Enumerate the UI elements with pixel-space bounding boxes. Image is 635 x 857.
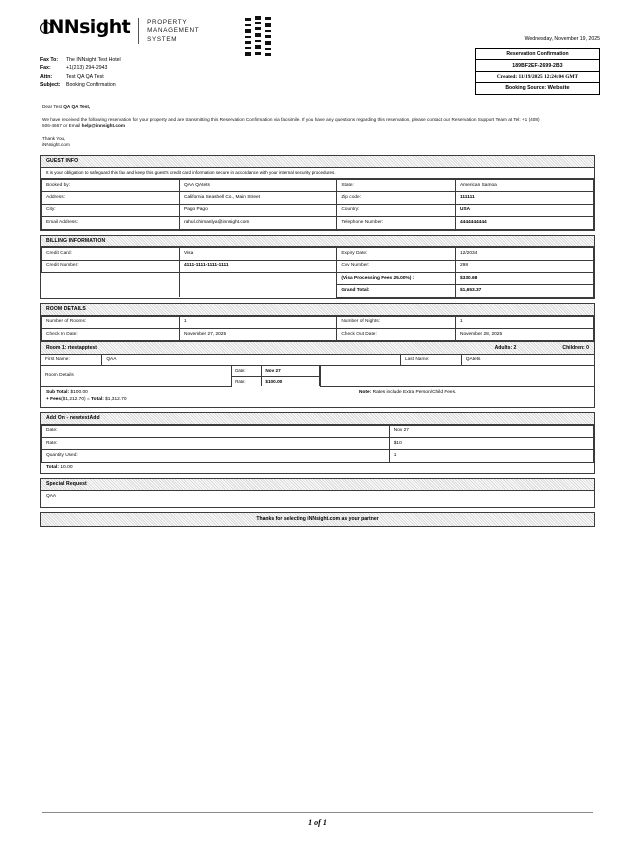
add-on-quantity-label: Quantity Used:: [42, 450, 390, 462]
spacer-cell: [42, 273, 180, 285]
support-email: help@innsight.com: [81, 123, 125, 129]
add-on-quantity-value: 1: [389, 450, 593, 462]
billing-table: [41, 247, 594, 298]
zip-label: Zip code:: [337, 192, 456, 204]
rate-date-value: Nov 27: [262, 366, 319, 376]
booked-by-value: QAA QAtets: [180, 179, 337, 191]
barcode-column: [245, 16, 251, 60]
fees-total-line: [46, 396, 126, 403]
room-totals-left: [46, 389, 126, 403]
room-details-section: [40, 303, 595, 408]
number-of-nights-label: Number of Nights:: [337, 316, 456, 328]
fees-equals: =: [85, 397, 92, 403]
table-row: [42, 438, 594, 450]
thanks-banner: Thanks for selecting iNNsight.com as your partner: [40, 512, 595, 527]
city-label: City:: [42, 204, 180, 216]
letter-paragraph-text: We have received the following reservation for your property and are transmitting this Reservation Confirmation via facsimile. If you have any questions regarding this reservation, please contact our Reservation Support Team at Tel: +1 (408) 506-4667 or Email: [42, 116, 540, 129]
sub-total-line: [46, 389, 126, 396]
table-row: [42, 329, 594, 341]
letter-paragraph: [42, 117, 542, 130]
room-summary-table: [41, 316, 594, 342]
add-on-date-label: Date:: [42, 425, 390, 437]
logo-oval-icon: [40, 22, 52, 34]
spacer-cell: [180, 273, 337, 285]
billing-information-title: BILLING INFORMATION: [41, 236, 594, 248]
add-on-rate-label: Rate:: [42, 438, 390, 450]
letter-signoff: [42, 136, 542, 148]
table-row: [42, 285, 594, 297]
logo-text: INNsight: [42, 16, 131, 38]
room-details-label: Room Details: [41, 366, 232, 387]
processing-fees-value: $330.68: [455, 273, 593, 285]
add-on-rate-value: $10: [389, 438, 593, 450]
fax-barcode-stamp: [245, 16, 285, 62]
last-name-value: QAtets: [461, 355, 594, 366]
greeting-name: QA QA Test,: [63, 104, 91, 109]
number-of-nights-value: 1: [455, 316, 593, 328]
letter-greeting: [42, 104, 542, 111]
fax-subject-label: Subject:: [40, 82, 61, 89]
state-label: State:: [337, 179, 456, 191]
room-total-value: $1,312.70: [105, 397, 127, 403]
first-name-label: First Name:: [41, 355, 102, 366]
rate-amount-label: Rate:: [232, 376, 262, 386]
table-row: [42, 316, 594, 328]
fees-amount: ($1,212.70): [61, 397, 86, 403]
fax-number-label: Fax:: [40, 65, 51, 72]
first-name-value: QAA: [102, 355, 401, 366]
processing-fees-label: (Visa Processing Fees 25.00%) :: [337, 273, 456, 285]
spacer-cell: [180, 285, 337, 297]
state-value: American Samoa: [455, 179, 593, 191]
room-rate-note: [289, 389, 589, 403]
check-in-label: Check In Date:: [42, 329, 180, 341]
logo-tagline: [138, 18, 199, 44]
tagline-line-1: PROPERTY: [147, 19, 188, 26]
tagline-line-3: SYSTEM: [147, 35, 178, 43]
country-value: USA: [455, 204, 593, 216]
fax-subject-row: [40, 81, 121, 89]
check-in-value: November 27, 2025: [180, 329, 337, 341]
booked-by-label: Booked by:: [42, 179, 180, 191]
fees-prefix: + Fees: [46, 397, 62, 403]
innsight-logo: [40, 18, 199, 44]
fax-attn-value: Test QA QA Test: [66, 73, 104, 80]
room-banner-name: Room 1: rtestapptest: [46, 345, 97, 352]
reservation-confirmation-box: [475, 48, 600, 95]
add-on-total-row: [41, 463, 594, 473]
room-rate-table: [41, 366, 594, 387]
table-row: [42, 204, 594, 216]
special-request-value: QAA: [46, 493, 57, 499]
signoff-line-2: iNNsight.com: [42, 141, 70, 147]
telephone-value: 4444444444: [455, 217, 593, 229]
guest-info-table: [41, 179, 594, 230]
note-label: Note:: [359, 390, 372, 396]
table-row: [42, 450, 594, 462]
booking-source-row: [476, 83, 599, 93]
room-totals-row: [41, 387, 594, 407]
special-request-section: [40, 478, 595, 508]
fax-to-row: [40, 56, 121, 64]
add-on-total-value: 10.00: [60, 465, 73, 471]
greeting-plain: Dear Test: [42, 104, 64, 109]
table-row: [232, 376, 319, 386]
add-on-date-value: Nov 27: [389, 425, 593, 437]
fax-subject-value: Booking Confirmation: [66, 82, 116, 89]
sub-total-label: Sub Total:: [46, 390, 70, 396]
reservation-id: 189BF2EF-2699-2B3: [476, 60, 599, 71]
rate-amount-value: $100.00: [262, 376, 319, 386]
rate-date-label: Date:: [232, 366, 262, 376]
credit-number-value: 4111-1111-1111-1111: [180, 260, 337, 272]
spacer-cell: [42, 285, 180, 297]
room-details-title: ROOM DETAILS: [41, 304, 594, 316]
cvv-label: Cvv Number:: [337, 260, 456, 272]
signoff-line-1: Thank You,: [42, 135, 66, 141]
table-row: [42, 179, 594, 191]
fax-attn-row: [40, 73, 121, 81]
sub-total-value: $100.00: [70, 390, 88, 396]
grand-total-label: Grand Total:: [337, 285, 456, 297]
city-value: Pago Pago: [180, 204, 337, 216]
add-on-title: Add On - newtestAdd: [41, 413, 594, 425]
booking-source-value: Website: [547, 85, 570, 92]
credit-card-value: Visa: [180, 248, 337, 260]
billing-information-section: [40, 235, 595, 299]
barcode-column: [255, 16, 261, 60]
room-guest-table: [41, 355, 594, 366]
add-on-table: [41, 425, 594, 463]
expiry-date-value: 12/2034: [455, 248, 593, 260]
check-out-value: November 28, 2025: [455, 329, 593, 341]
special-request-title: Special Request: [41, 479, 594, 491]
page-number: 1 of 1: [308, 818, 327, 827]
email-value: rahul.chimanlya@innsight.com: [180, 217, 337, 229]
cvv-value: 298: [455, 260, 593, 272]
credit-card-label: Credit Card:: [42, 248, 180, 260]
number-of-rooms-label: Number of Rooms:: [42, 316, 180, 328]
logo-wordmark: [40, 18, 130, 37]
document-header: [40, 18, 600, 108]
address-label: Address:: [42, 192, 180, 204]
address-value: California Seashell Co., Main Street: [180, 192, 337, 204]
table-row: [232, 366, 319, 376]
check-out-label: Check Out Date:: [337, 329, 456, 341]
room-rate-inner-cell: [232, 366, 320, 387]
table-row: [42, 425, 594, 437]
fax-number-row: [40, 64, 121, 72]
room-banner: [41, 341, 594, 354]
guest-info-note: It is your obligation to safeguard this fax and keep this guest's credit card information secure in accordance with your internal security procedures.: [41, 168, 594, 179]
booking-source-label: Booking Source:: [505, 85, 547, 92]
fax-to-label: Fax To:: [40, 57, 59, 63]
fax-attn-label: Attn:: [40, 73, 53, 80]
country-label: Country:: [337, 204, 456, 216]
table-row: [42, 260, 594, 272]
reservation-confirmation-title: Reservation Confirmation: [476, 49, 599, 60]
table-row: [42, 248, 594, 260]
table-row: [42, 217, 594, 229]
table-row: [42, 192, 594, 204]
grand-total-value: $1,653.37: [455, 285, 593, 297]
fax-meta-block: [40, 56, 121, 90]
credit-number-label: Credit Number:: [42, 260, 180, 272]
number-of-rooms-value: 1: [180, 316, 337, 328]
table-row: [42, 273, 594, 285]
guest-info-section: [40, 155, 595, 231]
fax-to-value: The INNsight Test Hotel: [66, 57, 121, 63]
telephone-label: Telephone Number:: [337, 217, 456, 229]
email-label: Email Address:: [42, 217, 180, 229]
barcode-column: [265, 16, 271, 60]
expiry-date-label: Expiry Date:: [337, 248, 456, 260]
confirmation-sections: [40, 155, 595, 527]
room-rate-empty-cell: [320, 366, 594, 387]
page-footer: [42, 812, 593, 827]
document-date: Wednesday, November 19, 2025: [524, 36, 600, 42]
room-adults: Adults: 2: [494, 345, 517, 352]
room-rate-inner-table: [232, 366, 319, 387]
room-children: Children: 0: [562, 345, 589, 352]
letter-body: [42, 104, 542, 148]
table-row: [41, 366, 594, 387]
reservation-created-timestamp: Created: 11/19/2025 12:24:04 GMT: [476, 72, 599, 83]
room-total-label: Total:: [91, 397, 104, 403]
zip-value: 111111: [455, 192, 593, 204]
fax-number-value: +1(213) 294-2943: [66, 65, 108, 72]
guest-info-title: GUEST INFO: [41, 156, 594, 168]
last-name-label: Last Name:: [400, 355, 461, 366]
add-on-section: [40, 412, 595, 474]
table-row: [41, 355, 594, 366]
add-on-total-label: Total:: [46, 465, 59, 471]
tagline-line-2: MANAGEMENT: [147, 27, 200, 35]
note-text: Rates include Extra Person/Child Fees.: [372, 390, 457, 396]
